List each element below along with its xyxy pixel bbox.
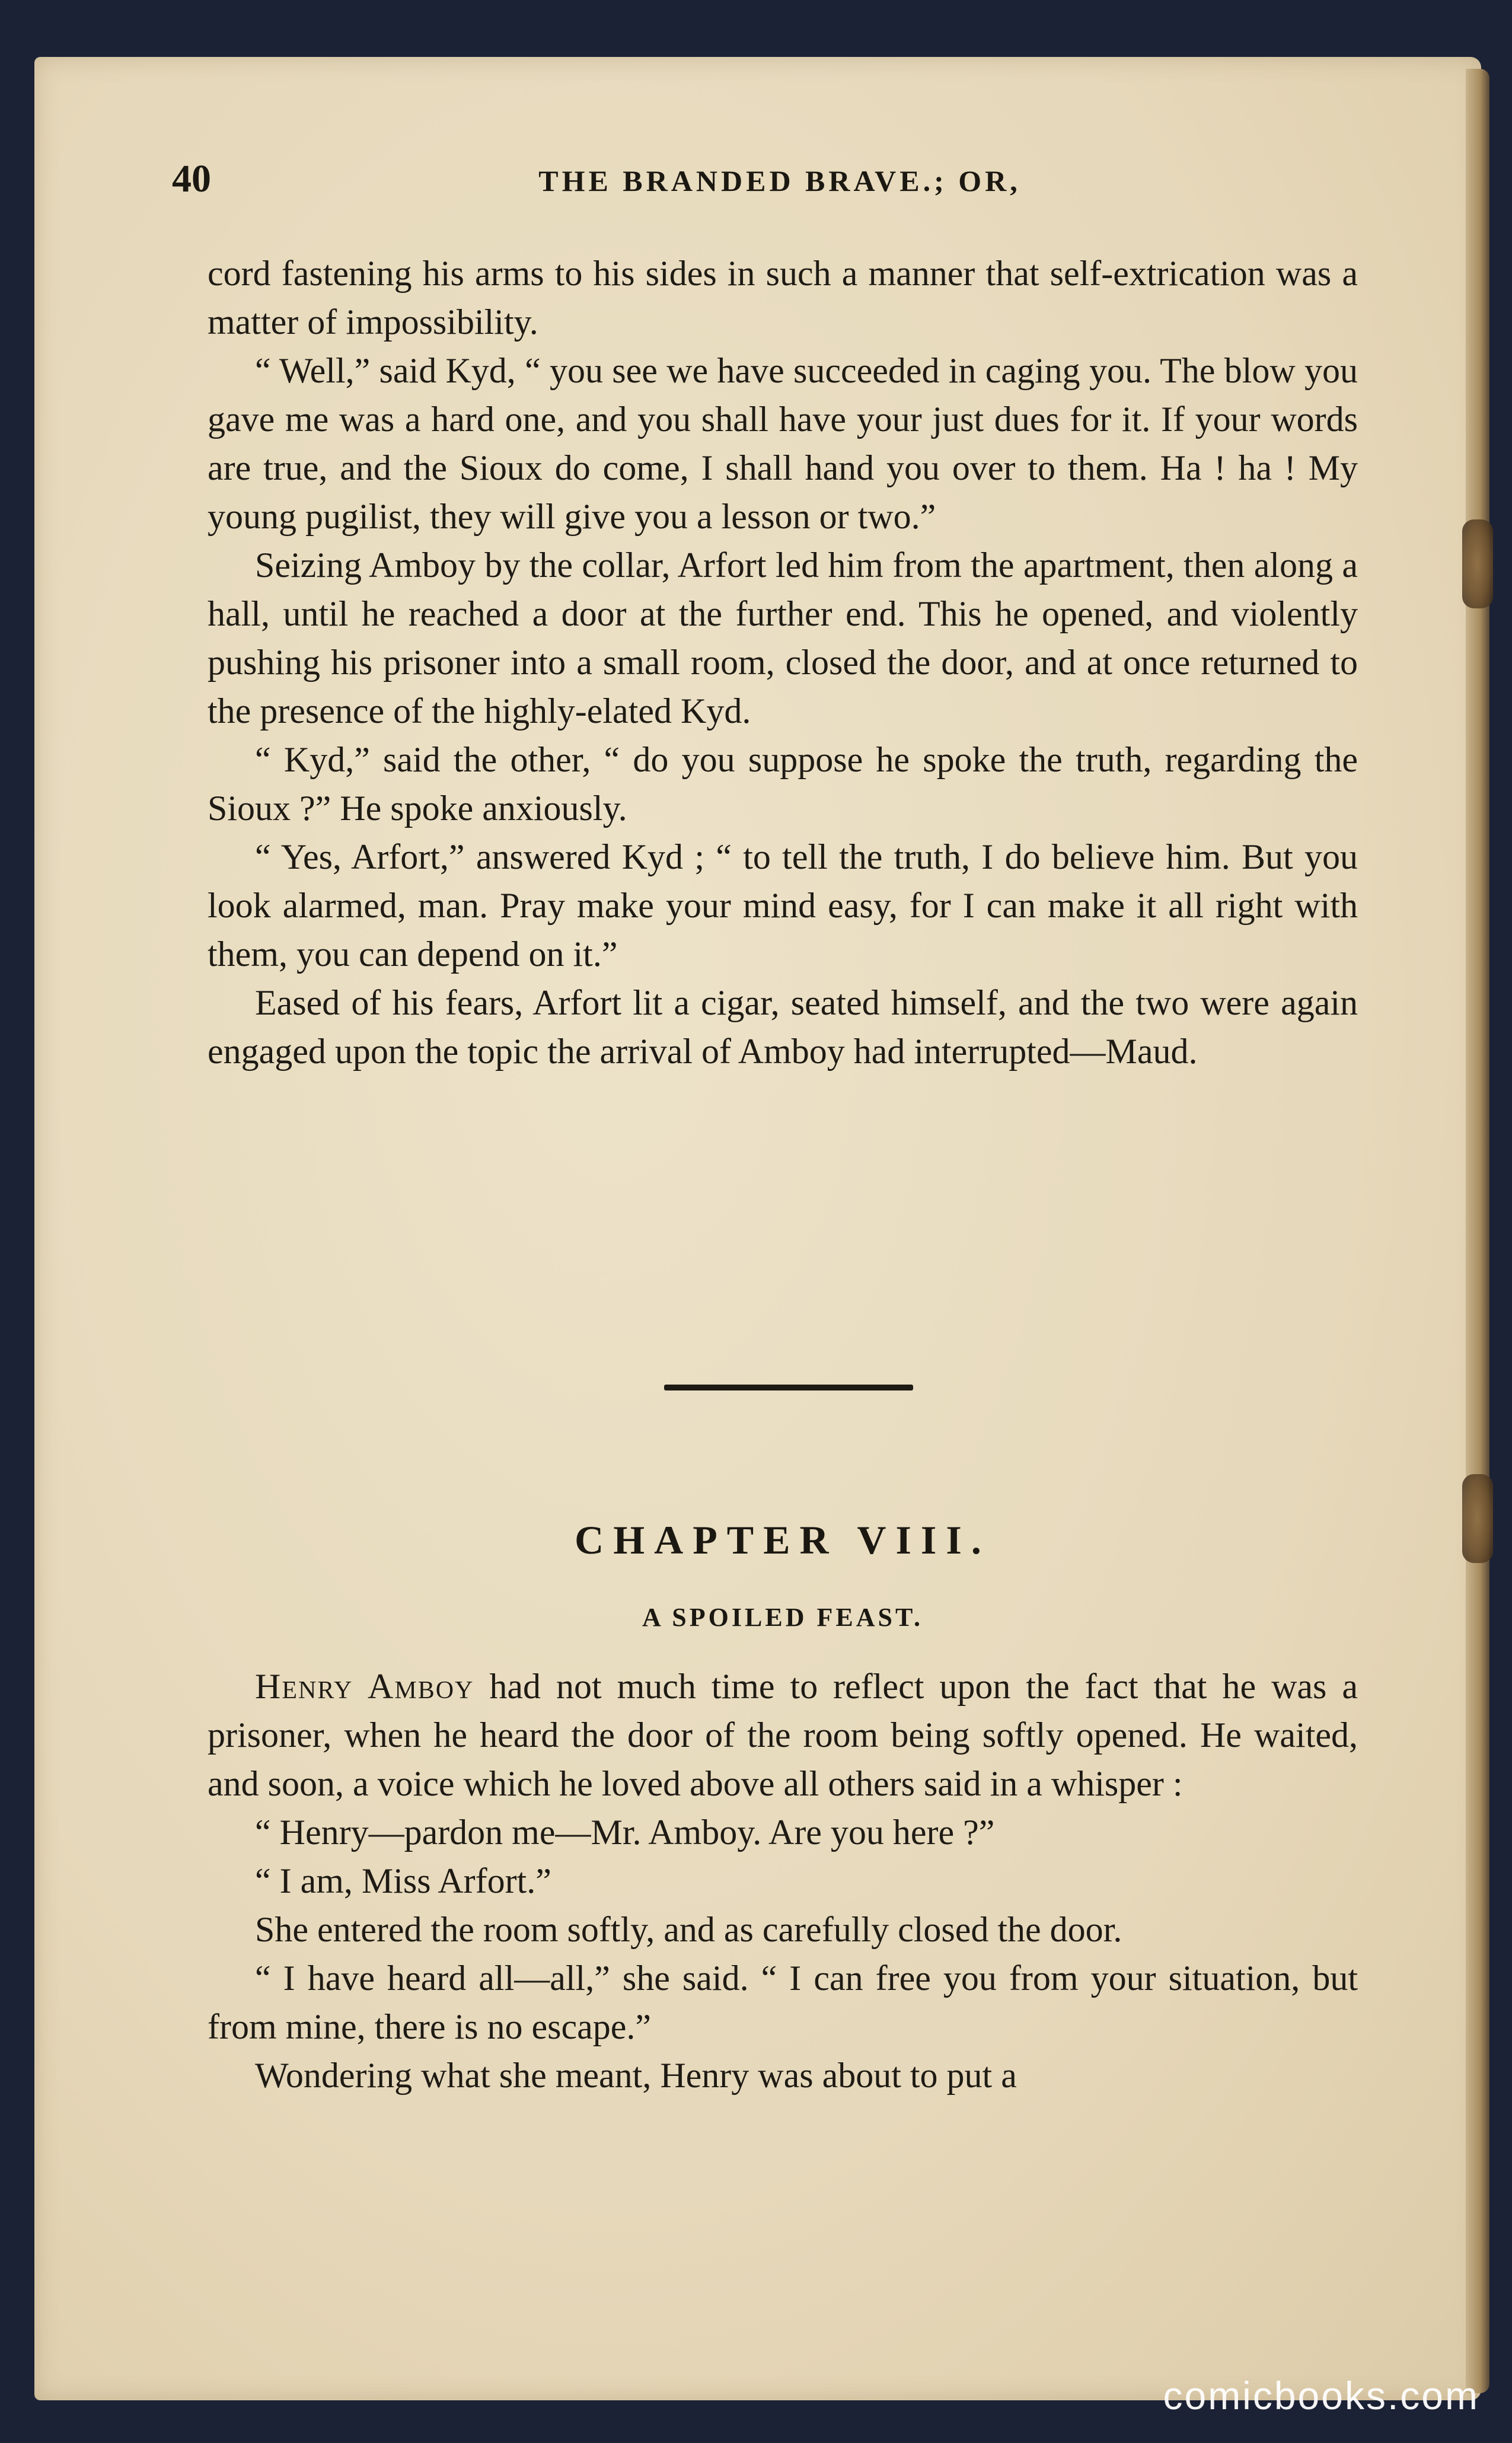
binding-tab [1462,519,1493,608]
binding-tab [1462,1474,1493,1563]
body-text-section-1 [208,249,1358,1076]
body-text-section-2 [208,1662,1358,2100]
paragraph: cord fastening his arms to his sides in such a manner that self-extrication was a matter of impossibility. [208,254,1358,342]
page-edge [1466,69,1489,2393]
running-header [172,157,1387,210]
chapter-subtitle: A SPOILED FEAST. [642,1603,924,1632]
paragraph: Seizing Amboy by the collar, Arfort led him from the apartment, then along a hall, until he reached a door at the further end. This he opened, and violently pushing his prisoner into a small room, closed the door, and at once returned to the presence of the highly-elated Kyd. [208,546,1358,731]
opening-words: Henry Amboy [255,1667,474,1706]
paragraph: “ Well,” said Kyd, “ you see we have succeeded in caging you. The blow you gave me was a hard one, and you shall have your just dues for it. If your words are true, and the Sioux do come, I shall hand you over to them. Ha ! ha ! My young pugilist, they will give you a lesson or two.” [208,351,1358,536]
running-title: THE BRANDED BRAVE.; OR, [538,164,1021,197]
watermark: comicbooks.com [1163,2374,1479,2418]
paragraph: Wondering what she meant, Henry was about to put a [255,2056,1017,2095]
opening-text: had not much time to reflect upon the fact that he was a prisoner, when he heard the door of the room being softly opened. He waited, and soon, a voice which he loved above all others said in a whisper : [208,1667,1358,1803]
paragraph: Eased of his fears, Arfort lit a cigar, seated himself, and the two were again engaged upon the topic the arrival of Amboy had interrupted—Maud. [208,983,1358,1071]
paragraph: “ I am, Miss Arfort.” [255,1861,551,1900]
paragraph: “ I have heard all—all,” she said. “ I can free you from your situation, but from mine, there is no escape.” [208,1959,1358,2046]
paragraph: “ Yes, Arfort,” answered Kyd ; “ to tell the truth, I do believe him. But you look alarmed, man. Pray make your mind easy, for I can make it all right with them, you can depend on it.” [208,837,1358,974]
section-divider [664,1385,913,1390]
paragraph: “ Henry—pardon me—Mr. Amboy. Are you here ?” [255,1813,995,1852]
paragraph-opening [208,1662,1358,1808]
paragraph: She entered the room softly, and as carefully closed the door. [255,1910,1122,1949]
paragraph: “ Kyd,” said the other, “ do you suppose he spoke the truth, regarding the Sioux ?” He spoke anxiously. [208,740,1358,828]
chapter-title: CHAPTER VIII. [575,1517,991,1562]
page-number: 40 [172,157,211,200]
